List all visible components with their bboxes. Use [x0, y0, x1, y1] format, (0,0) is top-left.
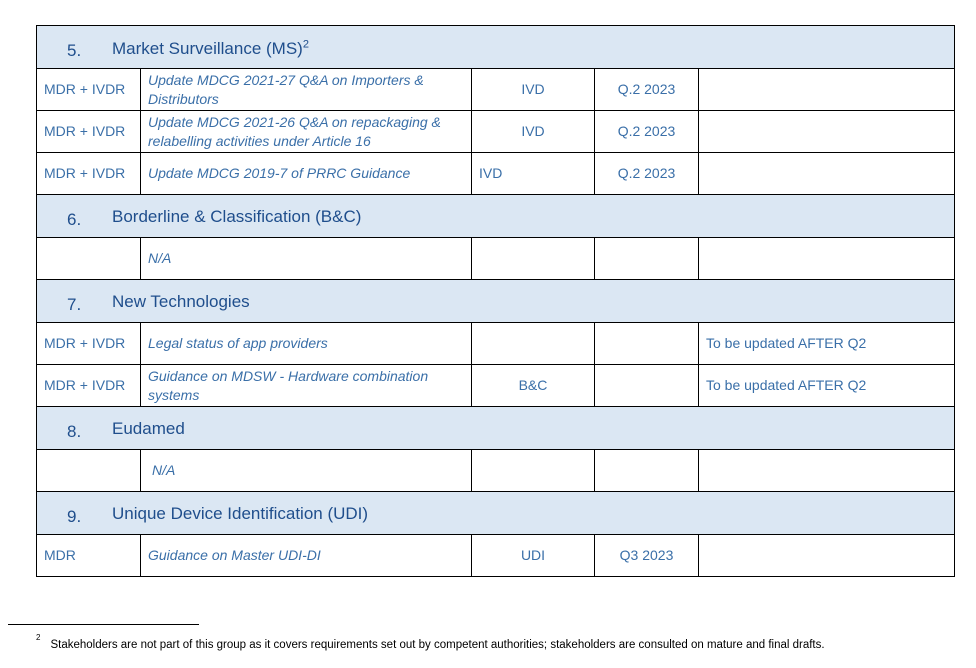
table-row — [37, 111, 955, 153]
section-number: 6. — [67, 209, 82, 229]
table-row — [37, 365, 955, 407]
section-header — [37, 492, 955, 535]
table-row — [37, 69, 955, 111]
group-cell: IVD — [472, 111, 595, 153]
regulation-cell: MDR + IVDR — [37, 323, 141, 365]
footnote-ref[interactable]: 2 — [302, 38, 309, 51]
description-cell: N/A — [141, 238, 472, 280]
section-header — [37, 26, 955, 69]
table-row — [37, 238, 955, 280]
footnote — [36, 633, 825, 651]
notes-cell: To be updated AFTER Q2 — [699, 365, 955, 407]
section-title: Borderline & Classification (B&C) — [112, 206, 362, 226]
section-header — [37, 280, 955, 323]
section-number: 9. — [67, 506, 82, 526]
work-plan-table — [36, 25, 955, 577]
section-title: Market Surveillance (MS)$^2$ — [112, 38, 309, 59]
timing-cell — [595, 450, 699, 492]
regulation-cell: MDR + IVDR — [37, 69, 141, 111]
table-row — [37, 535, 955, 577]
section-number: 7. — [67, 294, 82, 314]
group-cell: UDI — [472, 535, 595, 577]
timing-cell: Q.2 2023 — [595, 153, 699, 195]
timing-cell — [595, 323, 699, 365]
footnote-separator — [8, 624, 199, 625]
description-cell: Guidance on Master UDI-DI — [141, 535, 472, 577]
group-cell — [472, 450, 595, 492]
timing-cell: Q3 2023 — [595, 535, 699, 577]
table-row — [37, 323, 955, 365]
section-title: Eudamed — [112, 418, 185, 438]
table-row — [37, 153, 955, 195]
description-cell: Update MDCG 2021-27 Q&A on Importers & Distributors — [141, 69, 472, 111]
regulation-cell: MDR — [37, 535, 141, 577]
section-title: Unique Device Identification (UDI) — [112, 503, 369, 523]
description-cell: Guidance on MDSW - Hardware combination systems — [141, 365, 472, 407]
notes-cell — [699, 153, 955, 195]
group-cell — [472, 238, 595, 280]
regulation-cell: MDR + IVDR — [37, 365, 141, 407]
group-cell: IVD — [472, 69, 595, 111]
table-row — [37, 450, 955, 492]
section-header — [37, 407, 955, 450]
group-cell — [472, 323, 595, 365]
section-title: New Technologies — [112, 291, 250, 311]
timing-cell — [595, 365, 699, 407]
timing-cell — [595, 238, 699, 280]
notes-cell — [699, 69, 955, 111]
group-cell: B&C — [472, 365, 595, 407]
description-cell: N/A — [141, 450, 472, 492]
timing-cell: Q.2 2023 — [595, 69, 699, 111]
section-number: 8. — [67, 421, 82, 441]
description-cell: Update MDCG 2019-7 of PRRC Guidance — [141, 153, 472, 195]
notes-cell: To be updated AFTER Q2 — [699, 323, 955, 365]
section-header — [37, 195, 955, 238]
regulation-cell — [37, 238, 141, 280]
description-cell: Legal status of app providers — [141, 323, 472, 365]
regulation-cell: MDR + IVDR — [37, 111, 141, 153]
footnote-number: 2 — [36, 633, 41, 642]
regulation-cell: MDR + IVDR — [37, 153, 141, 195]
notes-cell — [699, 450, 955, 492]
section-number: 5. — [67, 40, 82, 60]
description-cell: Update MDCG 2021-26 Q&A on repackaging & relabelling activities under Article 16 — [141, 111, 472, 153]
notes-cell — [699, 238, 955, 280]
regulation-cell — [37, 450, 141, 492]
notes-cell — [699, 111, 955, 153]
notes-cell — [699, 535, 955, 577]
group-cell: IVD — [472, 153, 595, 195]
footnote-text: Stakeholders are not part of this group as it covers requirements set out by competent authorities; stakeholders are consulted on mature and final drafts. — [50, 638, 825, 651]
timing-cell: Q.2 2023 — [595, 111, 699, 153]
